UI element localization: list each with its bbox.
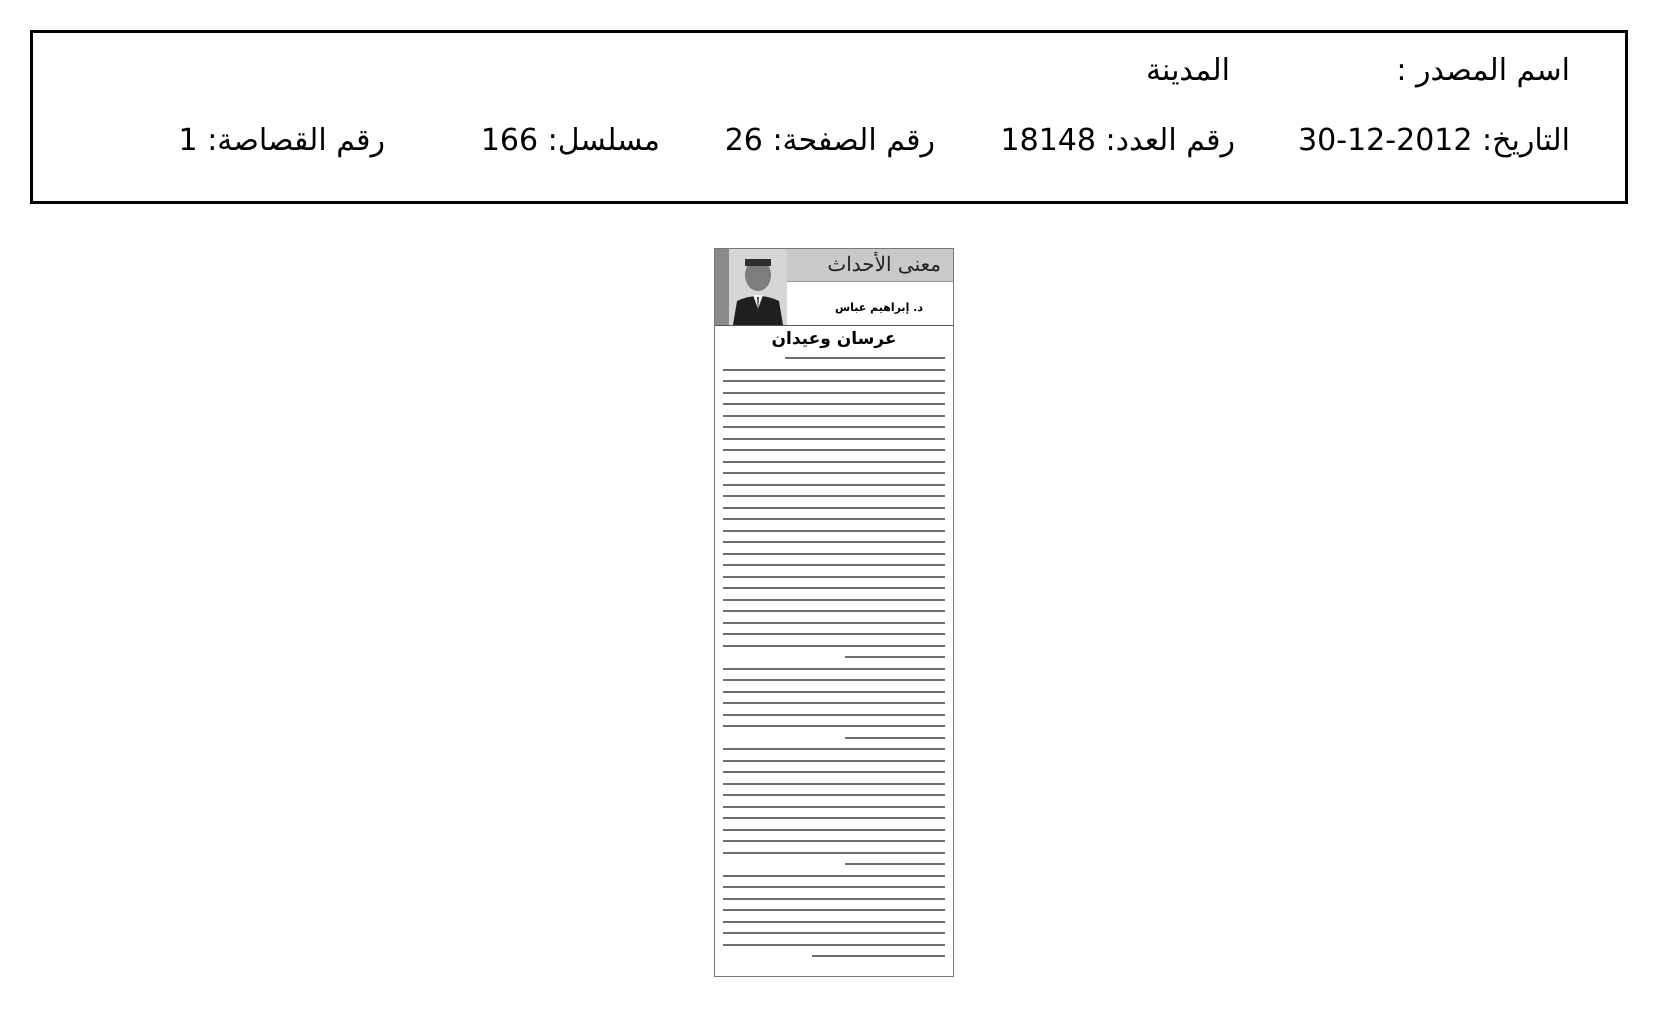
serial-label: مسلسل:: [547, 123, 660, 158]
body-text-line: [723, 679, 945, 681]
body-text-line: [723, 587, 945, 589]
body-text-line: [723, 944, 945, 946]
body-text-line: [845, 737, 945, 739]
date-label: التاريخ:: [1482, 123, 1570, 158]
body-text-line: [723, 438, 945, 440]
body-text-line: [723, 403, 945, 405]
body-text-line: [723, 817, 945, 819]
body-text-line: [723, 449, 945, 451]
source-value: المدينة: [1145, 53, 1230, 88]
body-text-line: [723, 668, 945, 670]
body-text-line: [723, 645, 945, 647]
body-text-line: [723, 610, 945, 612]
header-divider: [715, 325, 953, 326]
body-text-line: [723, 932, 945, 934]
body-text-line: [845, 863, 945, 865]
source-label: اسم المصدر :: [1396, 53, 1570, 88]
body-text-line: [723, 921, 945, 923]
body-text-line: [723, 415, 945, 417]
page-field: [725, 123, 935, 158]
column-kicker: معنى الأحداث: [827, 252, 941, 276]
date-value: 2012-12-30: [1298, 123, 1473, 158]
serial-value: 166: [480, 123, 539, 158]
column-header: [715, 249, 953, 325]
article-body: [723, 357, 945, 967]
photo-side-bar: [715, 249, 729, 325]
issue-label: رقم العدد:: [1105, 123, 1235, 158]
body-text-line: [723, 829, 945, 831]
serial-field: [481, 123, 660, 158]
body-text-line: [723, 875, 945, 877]
body-text-line: [723, 771, 945, 773]
body-text-line: [723, 461, 945, 463]
body-text-line: [723, 760, 945, 762]
body-text-line: [723, 426, 945, 428]
body-text-line: [723, 748, 945, 750]
body-text-line: [723, 564, 945, 566]
body-text-line: [723, 472, 945, 474]
clip-number-value: 1: [178, 123, 198, 158]
body-text-line: [723, 714, 945, 716]
author-name: د. إبراهيم عباس: [834, 301, 923, 314]
body-text-line: [723, 702, 945, 704]
newspaper-clipping: [714, 248, 954, 977]
body-text-line: [723, 507, 945, 509]
body-text-line: [723, 840, 945, 842]
body-text-line: [723, 495, 945, 497]
body-text-line: [785, 357, 945, 359]
body-text-line: [723, 484, 945, 486]
page-label: رقم الصفحة:: [772, 123, 935, 158]
body-text-line: [723, 909, 945, 911]
body-text-line: [723, 380, 945, 382]
body-text-line: [723, 898, 945, 900]
body-text-line: [723, 518, 945, 520]
body-text-line: [723, 576, 945, 578]
clip-number-label: رقم القصاصة:: [207, 123, 385, 158]
body-text-line: [723, 633, 945, 635]
issue-field: [1001, 123, 1235, 158]
body-text-line: [723, 599, 945, 601]
body-text-line: [723, 691, 945, 693]
body-text-line: [723, 541, 945, 543]
date-field: [1298, 123, 1570, 158]
page-value: 26: [724, 123, 763, 158]
article-headline: عرسان وعيدان: [771, 329, 897, 349]
body-text-line: [723, 622, 945, 624]
author-photo: [729, 249, 787, 325]
body-text-line: [723, 852, 945, 854]
clip-number-field: [179, 123, 385, 158]
body-text-line: [723, 886, 945, 888]
issue-value: 18148: [1000, 123, 1096, 158]
body-text-line: [723, 530, 945, 532]
body-text-line: [723, 392, 945, 394]
body-text-line: [723, 794, 945, 796]
body-text-line: [723, 806, 945, 808]
body-text-line: [723, 369, 945, 371]
author-portrait-icon: [729, 249, 787, 325]
body-text-line: [845, 656, 945, 658]
body-text-line: [723, 783, 945, 785]
body-text-line: [723, 553, 945, 555]
body-text-line: [723, 725, 945, 727]
clipping-info-box: [30, 30, 1628, 204]
kicker-bar: [787, 249, 953, 282]
body-text-line: [812, 955, 945, 957]
